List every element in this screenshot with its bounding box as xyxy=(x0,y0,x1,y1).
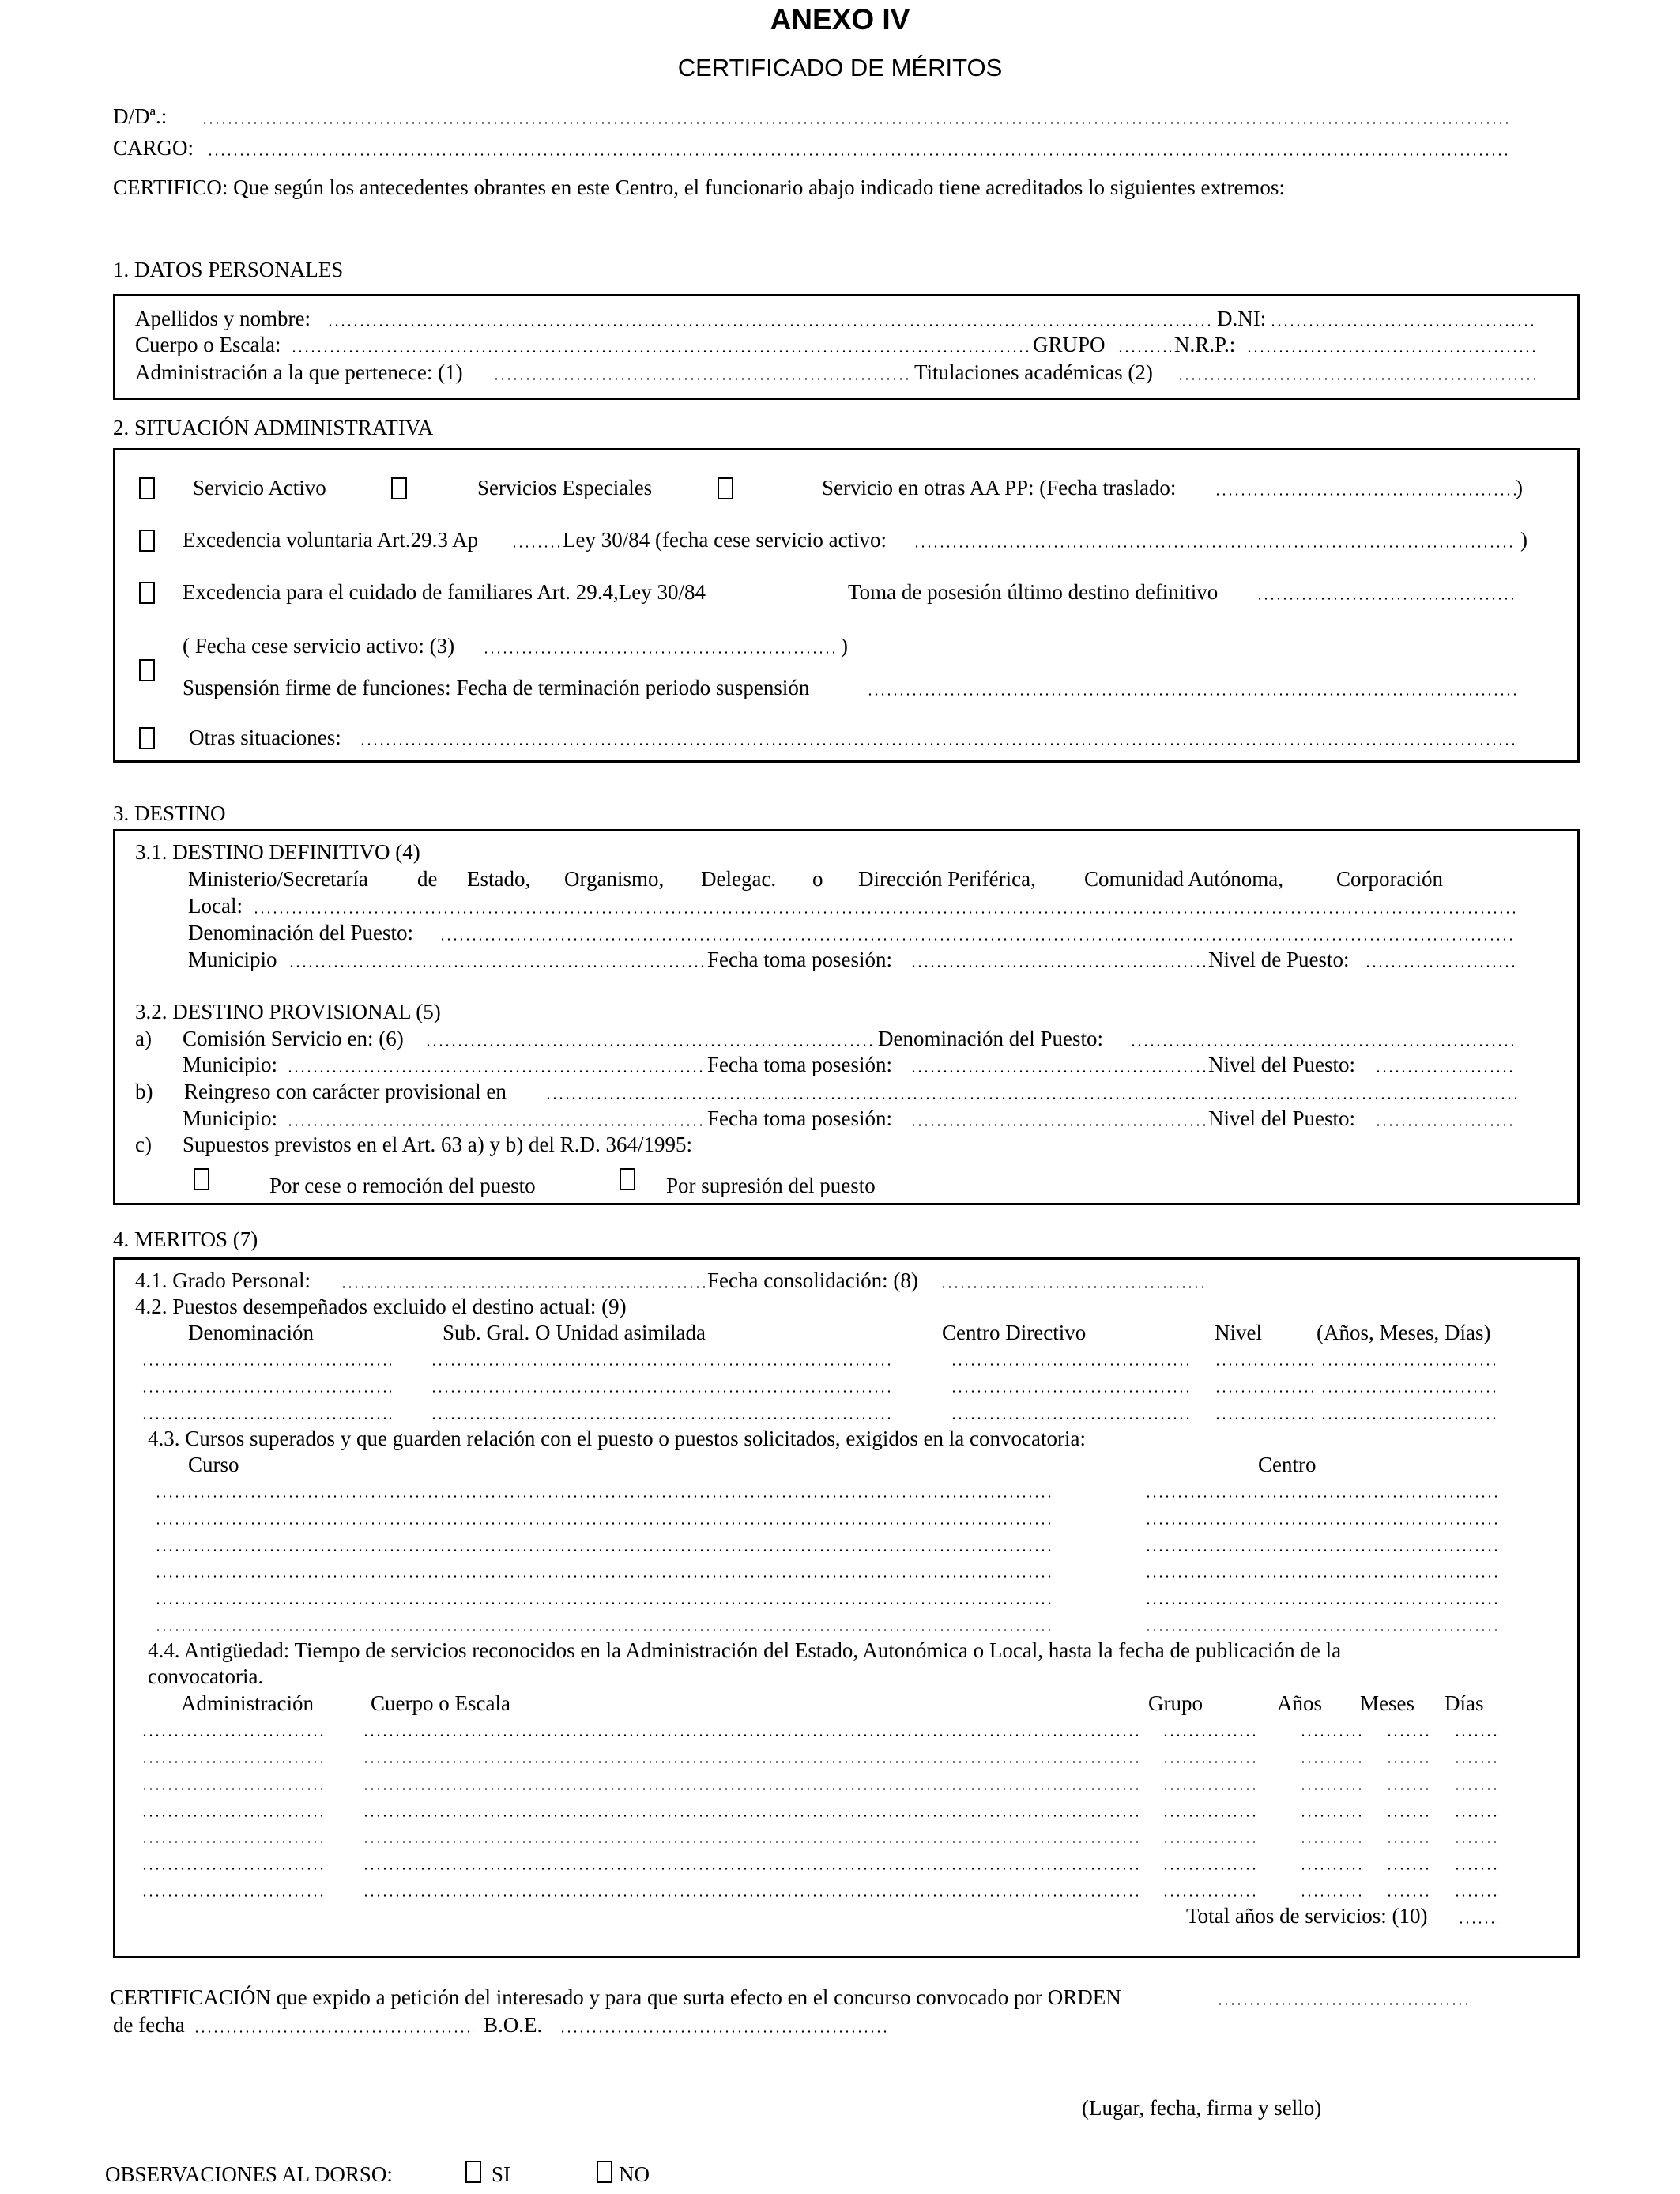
puesto-row-1-denominacion[interactable] xyxy=(141,1363,391,1366)
paren-close-1: ) xyxy=(1516,476,1523,499)
col-anos: Años xyxy=(1277,1691,1323,1715)
col-administracion: Administración xyxy=(181,1691,314,1715)
col-dias: Días xyxy=(1445,1691,1484,1715)
suspension-checkbox[interactable] xyxy=(139,659,155,681)
nrp-label: N.R.P.: xyxy=(1174,333,1236,356)
observaciones-si-checkbox[interactable] xyxy=(465,2161,481,2183)
curso-row-1-curso[interactable] xyxy=(155,1495,1053,1498)
antiguedad-row-3-grupo[interactable] xyxy=(1162,1788,1258,1790)
antiguedad-row-6-cuerpo[interactable] xyxy=(363,1868,1138,1870)
antiguedad-row-5-dias[interactable] xyxy=(1454,1841,1498,1843)
antiguedad-row-6-anos[interactable] xyxy=(1300,1868,1361,1870)
nivel-a-field[interactable] xyxy=(1375,1070,1516,1072)
servicio-otras-checkbox[interactable] xyxy=(718,477,733,499)
col-curso: Curso xyxy=(188,1453,239,1476)
antiguedad-row-3-dias[interactable] xyxy=(1454,1788,1498,1790)
antiguedad-row-2-dias[interactable] xyxy=(1454,1761,1498,1763)
toma-posesion-label: Toma de posesión último destino definitivo xyxy=(848,580,1219,604)
dni-label: D.NI: xyxy=(1217,307,1267,330)
col-centro: Centro xyxy=(1258,1453,1317,1476)
puestos-label: 4.2. Puestos desempeñados excluido el destino actual: (9) xyxy=(135,1295,627,1318)
antiguedad-row-3-meses[interactable] xyxy=(1386,1788,1432,1790)
servicio-activo-label: Servicio Activo xyxy=(193,476,326,499)
antiguedad-row-5-cuerpo[interactable] xyxy=(363,1841,1138,1843)
municipio-def-field[interactable] xyxy=(288,965,706,967)
apellidos-field[interactable] xyxy=(327,324,1212,326)
supuestos-label: Supuestos previstos en el Art. 63 a) y b) del R.D. 364/1995: xyxy=(183,1133,692,1156)
col-grupo: Grupo xyxy=(1148,1691,1203,1715)
ministerio-word-4: Organismo, xyxy=(564,867,665,891)
suspension-field[interactable] xyxy=(867,693,1516,696)
dni-field[interactable] xyxy=(1270,324,1536,326)
curso-row-3-curso[interactable] xyxy=(155,1549,1053,1551)
curso-row-4-centro[interactable] xyxy=(1145,1575,1498,1578)
antiguedad-row-5-anos[interactable] xyxy=(1300,1841,1361,1843)
lugar-fecha-firma-label: (Lugar, fecha, firma y sello) xyxy=(1082,2096,1322,2120)
boe-label: B.O.E. xyxy=(484,2013,543,2037)
excedencia-familiares-checkbox[interactable] xyxy=(139,582,155,604)
antiguedad-row-7-anos[interactable] xyxy=(1300,1894,1361,1897)
excedencia-voluntaria-label: Excedencia voluntaria Art.29.3 Ap xyxy=(183,528,479,552)
de-fecha-label: de fecha xyxy=(113,2013,185,2037)
certifico-text: CERTIFICO: Que según los antecedentes obrantes en este Centro, el funcionario abajo indicado tiene acreditados lo siguientes extremos: xyxy=(113,175,1285,199)
antiguedad-row-6-grupo[interactable] xyxy=(1162,1868,1258,1870)
antiguedad-row-1-meses[interactable] xyxy=(1386,1734,1432,1736)
comision-field[interactable] xyxy=(425,1044,876,1046)
comision-label: Comisión Servicio en: (6) xyxy=(183,1027,404,1050)
antiguedad-row-4-administracion[interactable] xyxy=(141,1815,325,1817)
ley-fecha-cese-label: Ley 30/84 (fecha cese servicio activo: xyxy=(563,528,887,552)
curso-row-4-curso[interactable] xyxy=(155,1575,1053,1578)
antiguedad-row-3-administracion[interactable] xyxy=(141,1788,325,1790)
antiguedad-row-2-anos[interactable] xyxy=(1300,1761,1361,1763)
destino-provisional-heading: 3.2. DESTINO PROVISIONAL (5) xyxy=(135,1000,441,1023)
curso-row-1-centro[interactable] xyxy=(1145,1495,1498,1498)
antiguedad-row-7-meses[interactable] xyxy=(1386,1894,1432,1897)
antiguedad-row-4-meses[interactable] xyxy=(1386,1815,1432,1817)
antiguedad-row-4-grupo[interactable] xyxy=(1162,1815,1258,1817)
puesto-row-2-denominacion[interactable] xyxy=(141,1390,391,1393)
observaciones-no-label: NO xyxy=(619,2162,650,2186)
curso-row-5-curso[interactable] xyxy=(155,1602,1053,1604)
titulaciones-field[interactable] xyxy=(1177,378,1536,380)
municipio-a-field[interactable] xyxy=(287,1070,706,1072)
col-nivel: Nivel xyxy=(1215,1321,1262,1344)
antiguedad-row-3-cuerpo[interactable] xyxy=(363,1788,1138,1790)
puesto-row-1-tiempo[interactable] xyxy=(1320,1363,1498,1366)
puesto-row-1-subgral[interactable] xyxy=(431,1363,893,1366)
cargo-field[interactable] xyxy=(207,153,1509,156)
col-amd: (Años, Meses, Días) xyxy=(1317,1321,1491,1344)
ministerio-word-7: Dirección Periférica, xyxy=(858,867,1036,891)
fecha-toma-a-field[interactable] xyxy=(910,1070,1205,1072)
letter-c: c) xyxy=(135,1133,152,1156)
antiguedad-row-1-grupo[interactable] xyxy=(1162,1734,1258,1736)
curso-row-6-centro[interactable] xyxy=(1145,1629,1498,1631)
col-cuerpo: Cuerpo o Escala xyxy=(371,1691,510,1715)
suspension-label: Suspensión firme de funciones: Fecha de terminación periodo suspensión xyxy=(183,676,810,699)
fecha-cese-label: ( Fecha cese servicio activo: (3) xyxy=(183,634,455,658)
nivel-a-label: Nivel del Puesto: xyxy=(1208,1053,1355,1076)
ministerio-word-1: Ministerio/Secretaría xyxy=(188,867,368,891)
servicios-especiales-checkbox[interactable] xyxy=(391,477,407,499)
antiguedad-row-6-dias[interactable] xyxy=(1454,1868,1498,1870)
apellidos-label: Apellidos y nombre: xyxy=(135,307,311,330)
document-title: ANEXO IV xyxy=(770,3,910,36)
apartado-field[interactable] xyxy=(511,545,561,548)
de-fecha-field[interactable] xyxy=(194,2030,474,2033)
antiguedad-row-1-administracion[interactable] xyxy=(141,1734,325,1736)
titulaciones-label: Titulaciones académicas (2) xyxy=(914,360,1153,384)
fecha-cese-activo-field[interactable] xyxy=(913,545,1512,548)
puesto-row-2-subgral[interactable] xyxy=(431,1390,893,1393)
servicios-especiales-label: Servicios Especiales xyxy=(477,476,653,499)
puesto-row-3-nivel[interactable] xyxy=(1215,1417,1317,1419)
col-denominacion: Denominación xyxy=(188,1321,314,1344)
local-label: Local: xyxy=(188,894,243,918)
ministerio-word-6: o xyxy=(812,867,823,891)
municipio-b-label: Municipio: xyxy=(183,1106,277,1130)
antiguedad-row-7-cuerpo[interactable] xyxy=(363,1894,1138,1897)
section-3-heading: 3. DESTINO xyxy=(113,801,226,825)
total-anos-field[interactable] xyxy=(1458,1921,1498,1924)
observaciones-no-checkbox[interactable] xyxy=(597,2161,612,2183)
cursos-label: 4.3. Cursos superados y que guarden relación con el puesto o puestos solicitados, exigidos en la convocatoria: xyxy=(148,1427,1086,1450)
antiguedad-row-6-meses[interactable] xyxy=(1386,1868,1432,1870)
ministerio-word-5: Delegac. xyxy=(701,867,777,891)
local-field[interactable] xyxy=(253,911,1516,914)
nivel-b-field[interactable] xyxy=(1375,1124,1516,1126)
reingreso-label: Reingreso con carácter provisional en xyxy=(184,1080,507,1103)
col-subgral: Sub. Gral. O Unidad asimilada xyxy=(443,1321,706,1344)
boe-field[interactable] xyxy=(559,2030,890,2033)
dd-label: D/Dª.: xyxy=(113,104,168,128)
antiguedad-row-2-cuerpo[interactable] xyxy=(363,1761,1138,1763)
antiguedad-row-4-anos[interactable] xyxy=(1300,1815,1361,1817)
fecha-toma-def-label: Fecha toma posesión: xyxy=(707,948,892,971)
otras-situaciones-field[interactable] xyxy=(360,743,1516,745)
antiguedad-row-6-administracion[interactable] xyxy=(141,1868,325,1870)
nrp-field[interactable] xyxy=(1246,350,1536,352)
orden-field[interactable] xyxy=(1217,2003,1467,2005)
ministerio-word-8: Comunidad Autónoma, xyxy=(1084,867,1283,891)
administracion-label: Administración a la que pertenece: (1) xyxy=(135,360,463,384)
nivel-b-label: Nivel del Puesto: xyxy=(1208,1106,1355,1130)
antiguedad-row-5-administracion[interactable] xyxy=(141,1841,325,1843)
denominacion-def-field[interactable] xyxy=(439,938,1516,941)
paren-close-2: ) xyxy=(1520,528,1527,552)
curso-row-5-centro[interactable] xyxy=(1145,1602,1498,1604)
cuerpo-field[interactable] xyxy=(291,350,1028,352)
dd-field[interactable] xyxy=(202,122,1509,124)
administracion-field[interactable] xyxy=(493,378,909,380)
puesto-row-1-nivel[interactable] xyxy=(1215,1363,1317,1366)
observaciones-si-label: SI xyxy=(492,2162,511,2186)
excedencia-familiares-label: Excedencia para el cuidado de familiares Art. 29.4,Ley 30/84 xyxy=(183,580,706,604)
section-1-heading: 1. DATOS PERSONALES xyxy=(113,258,344,281)
otras-situaciones-checkbox[interactable] xyxy=(139,727,155,749)
antiguedad-row-7-grupo[interactable] xyxy=(1162,1894,1258,1897)
fecha-traslado-field[interactable] xyxy=(1215,493,1516,496)
por-supresion-label: Por supresión del puesto xyxy=(666,1174,876,1197)
destino-definitivo-heading: 3.1. DESTINO DEFINITIVO (4) xyxy=(135,840,420,864)
ministerio-word-2: de xyxy=(417,867,438,891)
antiguedad-row-1-cuerpo[interactable] xyxy=(363,1734,1138,1736)
letter-b: b) xyxy=(135,1080,153,1103)
nivel-puesto-def-label: Nivel de Puesto: xyxy=(1208,948,1350,971)
toma-posesion-field[interactable] xyxy=(1256,598,1516,600)
puesto-row-2-tiempo[interactable] xyxy=(1320,1390,1498,1393)
total-anos-label: Total años de servicios: (10) xyxy=(1186,1904,1428,1928)
section-2-heading: 2. SITUACIÓN ADMINISTRATIVA xyxy=(113,416,434,439)
letter-a: a) xyxy=(135,1027,152,1050)
municipio-a-label: Municipio: xyxy=(183,1053,277,1076)
por-cese-checkbox[interactable] xyxy=(194,1168,209,1190)
curso-row-6-curso[interactable] xyxy=(155,1629,1053,1631)
antiguedad-row-3-anos[interactable] xyxy=(1300,1788,1361,1790)
grupo-field[interactable] xyxy=(1117,350,1171,352)
cargo-label: CARGO: xyxy=(113,136,194,160)
antiguedad-row-2-grupo[interactable] xyxy=(1162,1761,1258,1763)
grupo-label: GRUPO xyxy=(1033,333,1106,356)
servicio-activo-checkbox[interactable] xyxy=(139,477,155,499)
puesto-row-3-centro[interactable] xyxy=(951,1417,1189,1419)
antiguedad-row-1-anos[interactable] xyxy=(1300,1734,1361,1736)
fecha-toma-b-label: Fecha toma posesión: xyxy=(707,1106,892,1130)
por-supresion-checkbox[interactable] xyxy=(620,1168,635,1190)
curso-row-2-centro[interactable] xyxy=(1145,1522,1498,1525)
municipio-def-label: Municipio xyxy=(188,948,277,971)
antiguedad-row-5-grupo[interactable] xyxy=(1162,1841,1258,1843)
denominacion-com-field[interactable] xyxy=(1130,1044,1516,1046)
excedencia-voluntaria-checkbox[interactable] xyxy=(139,530,155,552)
antiguedad-label-1: 4.4. Antigüedad: Tiempo de servicios reconocidos en la Administración del Estado, Autonómica o Local, hasta la fecha de publicación de la xyxy=(148,1638,1342,1662)
antiguedad-row-5-meses[interactable] xyxy=(1386,1841,1432,1843)
por-cese-label: Por cese o remoción del puesto xyxy=(269,1174,536,1197)
antiguedad-row-1-dias[interactable] xyxy=(1454,1734,1498,1736)
fecha-consolidacion-label: Fecha consolidación: (8) xyxy=(707,1269,918,1292)
col-centro-directivo: Centro Directivo xyxy=(942,1321,1087,1344)
puesto-row-2-centro[interactable] xyxy=(951,1390,1189,1393)
puesto-row-3-tiempo[interactable] xyxy=(1320,1417,1498,1419)
antiguedad-label-2: convocatoria. xyxy=(148,1664,264,1688)
fecha-toma-b-field[interactable] xyxy=(910,1124,1205,1126)
observaciones-label: OBSERVACIONES AL DORSO: xyxy=(105,2162,393,2186)
denominacion-com-label: Denominación del Puesto: xyxy=(878,1027,1103,1050)
antiguedad-row-4-dias[interactable] xyxy=(1454,1815,1498,1817)
puesto-row-2-nivel[interactable] xyxy=(1215,1390,1317,1393)
cuerpo-label: Cuerpo o Escala: xyxy=(135,333,281,356)
certificacion-text: CERTIFICACIÓN que expido a petición del interesado y para que surta efecto en el concurso convocado por ORDEN xyxy=(110,1985,1121,2009)
grado-label: 4.1. Grado Personal: xyxy=(135,1269,311,1292)
ministerio-word-3: Estado, xyxy=(467,867,531,891)
grado-field[interactable] xyxy=(341,1286,706,1288)
antiguedad-row-4-cuerpo[interactable] xyxy=(363,1815,1138,1817)
puesto-row-3-subgral[interactable] xyxy=(431,1417,893,1419)
curso-row-3-centro[interactable] xyxy=(1145,1549,1498,1551)
fecha-toma-a-label: Fecha toma posesión: xyxy=(707,1053,892,1076)
antiguedad-row-2-administracion[interactable] xyxy=(141,1761,325,1763)
fecha-toma-def-field[interactable] xyxy=(910,965,1205,967)
curso-row-2-curso[interactable] xyxy=(155,1522,1053,1525)
ministerio-word-9: Corporación xyxy=(1336,867,1443,891)
paren-close-3: ) xyxy=(841,634,848,658)
servicio-otras-label: Servicio en otras AA PP: (Fecha traslado: xyxy=(822,476,1177,499)
section-4-heading: 4. MERITOS (7) xyxy=(113,1227,258,1251)
document-subtitle: CERTIFICADO DE MÉRITOS xyxy=(677,54,1003,81)
col-meses: Meses xyxy=(1360,1691,1414,1715)
municipio-b-field[interactable] xyxy=(287,1124,706,1126)
fecha-cese-field[interactable] xyxy=(483,651,836,654)
antiguedad-row-7-administracion[interactable] xyxy=(141,1894,325,1897)
denominacion-def-label: Denominación del Puesto: xyxy=(188,921,413,944)
reingreso-field[interactable] xyxy=(545,1097,1516,1099)
nivel-puesto-def-field[interactable] xyxy=(1365,965,1516,967)
puesto-row-3-denominacion[interactable] xyxy=(141,1417,391,1419)
antiguedad-row-2-meses[interactable] xyxy=(1386,1761,1432,1763)
fecha-consolidacion-field[interactable] xyxy=(940,1286,1206,1288)
otras-situaciones-label: Otras situaciones: xyxy=(189,726,341,749)
puesto-row-1-centro[interactable] xyxy=(951,1363,1189,1366)
antiguedad-row-7-dias[interactable] xyxy=(1454,1894,1498,1897)
